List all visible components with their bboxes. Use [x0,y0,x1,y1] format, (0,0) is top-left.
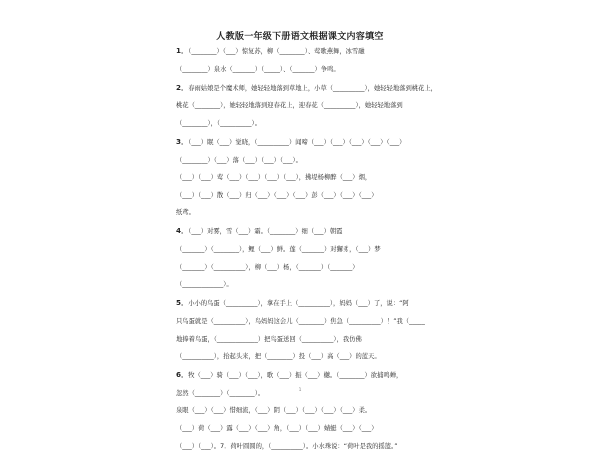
exercise-line [176,222,476,240]
exercise-line [176,151,476,169]
question-number: 5． [176,298,189,308]
line-text: 只鸟蛋就是（__________），鸟妈妈这会儿（________）焦急（__________）！”我（_____ [176,317,425,325]
exercise-line [176,437,476,454]
page-number: 1 [298,388,302,393]
line-text: （________）泉水（_______）（_____）、（_______）争鸣。 [176,65,340,73]
exercise-line [176,419,476,437]
line-text: （________），（__________）。 [176,119,262,127]
line-text: （_____________）。 [176,281,233,289]
exercise-line [176,312,476,330]
line-text: 地捧着鸟蛋，（_____________）把鸟蛋送回（__________），我仿佛 [176,335,362,343]
exercise-line [176,275,476,293]
line-text: （___）眠（___）觉晓，（__________）闻啼（___）（___）（___）（___）（___） [188,138,406,146]
exercise-line [176,133,476,151]
exercise-line [176,114,476,132]
exercise-line [176,240,476,258]
line-text: （_______）（________），鲤（___）鲜。莲（_______）对獬豸，（___）梦 [176,246,381,254]
line-text: 忽然（________）（________）。 [176,389,265,397]
exercise-line [176,79,476,97]
line-text: （________）（___）落（___）（___）（___）。 [176,156,302,164]
line-text: （___）（___）散（___）归（___）（___）（___）彭（___）（___）（___） [176,191,378,199]
exercise-line [176,330,476,348]
line-text: 小小的鸟蛋（__________），拿在手上（__________），妈妈（___）了，说：“阿 [188,300,409,308]
exercise-line [176,42,476,60]
exercise-line [176,203,476,221]
line-text: 纸鸢。 [176,209,195,217]
line-text: （_______）（__________），柳（___）杨，（_______）（_______） [176,263,359,271]
line-text: （__________），抬起头来，把（________）投（___）高（___）的蓝天。 [176,353,381,361]
question-number: 4． [176,226,189,236]
line-text: 牧（___）骑（___）（___），歌（___）振（___）樾。（________）欲捕鸣蝉， [188,372,403,380]
exercise-line [176,347,476,365]
line-text: （___）（___）莺（___）（___）（___）（___），拂堤杨柳醉（___）烟， [176,174,372,182]
exercise-line [176,60,476,78]
exercise-line [176,96,476,114]
line-text: （___）对雾，雪（___）霜。（________）细（___）朝霞 [188,228,343,236]
exercise-line [176,258,476,276]
question-number: 2． [176,82,189,92]
exercise-line [176,366,476,384]
question-number: 1． [176,46,189,55]
line-text: （___）荷（___）露（___）（___）角，（___）（___）蜻蜓（___）（___） [176,424,378,432]
question-number: 3． [176,136,189,146]
exercise-line [176,294,476,312]
line-text: （________）（___）惊复苏，柳（________）、莺歌燕舞，冰雪融 [188,48,365,55]
exercise-line [176,168,476,186]
exercise-line [176,186,476,204]
question-number: 6． [176,370,189,380]
line-text: （___）（___）。7．荷叶圆圆的，（__________）。小水珠说：“荷叶是我的摇篮。” [176,442,398,450]
document-title: 人教版一年级下册语文根据课文内容填空 [216,32,384,42]
line-text: 春雨姑娘是个魔术师，她轻轻地落到草地上，小草（__________），她轻轻地落到桃花上， [188,84,437,92]
line-text: 泉眼（___）（___）惜细流，（___）阴（___）（___）（___）（___）柔。 [176,407,372,415]
exercise-line [176,401,476,419]
line-text: 桃花（________），她轻轻地落到迎春花上，迎春花（__________），她轻轻地落到 [176,102,403,110]
